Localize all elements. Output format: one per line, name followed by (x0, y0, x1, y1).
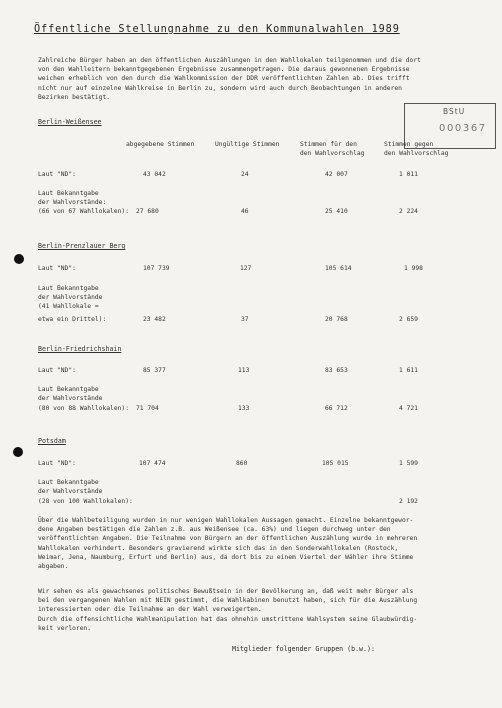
cell-fuer: 25 410 (325, 208, 348, 215)
row-label: (28 von 100 Wahllokalen): (38, 498, 133, 505)
row-label: der Wahlvorstände (38, 294, 103, 301)
intro-line: nicht nur auf einzelne Wahlkreise in Berlin zu, sondern wird auch durch Beobachtungen in anderen (38, 84, 402, 92)
section-title-potsdam: Potsdam (38, 437, 66, 445)
cell-abgegeben: 23 482 (143, 316, 166, 323)
row-label: (41 Wahllokale = (38, 303, 99, 310)
cell-fuer: 66 712 (325, 405, 348, 412)
row-label: Laut Bekanntgabe (38, 479, 99, 486)
cell-abgegeben: 27 680 (136, 208, 159, 215)
header-fuer-line1: Stimmen für den (300, 141, 357, 148)
closing-line: Durch die offensichtliche Wahlmanipulation hat das ohnehin umstrittene Wahlsystem seine Glaubwürdig- (38, 615, 418, 623)
row-label: Laut "ND": (38, 171, 76, 178)
cell-fuer: 42 007 (325, 171, 348, 178)
punch-hole (13, 447, 23, 457)
cell-abgegeben: 85 377 (143, 367, 166, 374)
intro-line: Bezirken bestätigt. (38, 93, 111, 101)
stamp-number: 000367 (439, 123, 487, 134)
row-label: Laut Bekanntgabe (38, 386, 99, 393)
row-label: Laut Bekanntgabe (38, 190, 99, 197)
closing-paragraph-2 (38, 587, 468, 633)
closing-line: dene Angaben bestätigen die Zahlen z.B. aus Weißensee (ca. 63%) und liegen durchweg unter den (38, 526, 391, 534)
row-label: der Wahlvorstände: (38, 199, 107, 206)
punch-hole (14, 254, 24, 264)
cell-gegen: 2 659 (399, 316, 418, 323)
cell-ungueltig: 127 (240, 265, 252, 272)
cell-abgegeben: 107 739 (143, 265, 170, 272)
closing-line: veröffentlichten Angaben. Die Teilnahme von Bürgern an der öffentlichen Auszählung wurde in mehreren (38, 535, 418, 543)
row-label: etwa ein Drittel): (38, 316, 107, 323)
cell-gegen: 2 192 (399, 498, 418, 505)
stamp-label: BStU (443, 107, 466, 116)
section-title-prenzlauer-berg: Berlin-Prenzlauer Berg (38, 242, 126, 250)
cell-ungueltig: 860 (236, 460, 248, 467)
cell-ungueltig: 133 (238, 405, 250, 412)
cell-fuer: 105 015 (322, 460, 349, 467)
header-gegen-line1: Stimmen gegen (384, 141, 434, 148)
closing-line: Über die Wahlbeteiligung wurden in nur wenigen Wahllokalen Aussagen gemacht. Einzelne bekanntgewor- (38, 517, 414, 524)
cell-ungueltig: 24 (241, 171, 249, 178)
closing-paragraph-1 (38, 516, 468, 571)
header-fuer-line2: den Wahlvorschlag (300, 150, 365, 157)
signature-line: Mitglieder folgender Gruppen (b.w.): (232, 645, 375, 653)
intro-line: von den Wahlleitern bekanntgegebenen Ergebnisse zusammengetragen. Die daraus gewonnenen Ergebnisse (38, 66, 410, 74)
row-label: Laut "ND": (38, 367, 76, 374)
header-ungueltig: Ungültige Stimmen (215, 141, 280, 148)
closing-line: keit verloren. (38, 624, 92, 632)
row-label: der Wahlvorstände (38, 395, 103, 402)
cell-gegen: 1 599 (399, 460, 418, 467)
closing-line: bei den vergangenen Wahlen mit NEIN gestimmt, die Wahlkabinen benutzt haben, sich für die Auszählung (38, 597, 418, 605)
intro-line: weichen erheblich von den durch die Wahlkommission der DDR veröffentlichten Zahlen ab. Dies trifft (38, 75, 410, 83)
closing-line: Weimar, Jena, Naumburg, Erfurt und Berlin) aus, da dort bis zu einem Viertel der Wähler ihre Stimme (38, 553, 414, 561)
cell-abgegeben: 107 474 (139, 460, 166, 467)
header-gegen-line2: den Wahlvorschlag (384, 150, 449, 157)
cell-abgegeben: 71 704 (136, 405, 159, 412)
intro-paragraph (38, 56, 468, 102)
cell-gegen: 1 011 (399, 171, 418, 178)
cell-gegen: 4 721 (399, 405, 418, 412)
cell-ungueltig: 113 (238, 367, 250, 374)
section-title-weissensee: Berlin-Weißensee (38, 118, 102, 126)
cell-gegen: 2 224 (399, 208, 418, 215)
section-title-friedrichshain: Berlin-Friedrichshain (38, 345, 122, 353)
cell-abgegeben: 43 042 (143, 171, 166, 178)
row-label: Laut "ND": (38, 265, 76, 272)
row-label: der Wahlvorstände (38, 488, 103, 495)
row-label: (66 von 67 Wahllokalen): (38, 208, 129, 215)
header-abgegeben: abgegebene Stimmen (126, 141, 195, 148)
closing-line: Wir sehen es als gewachsenes politisches Bewußtsein in der Bevölkerung an, daß weit mehr Bürger als (38, 588, 414, 595)
closing-line: interessierten oder die Teilnahme an der Wahl verweigerten. (38, 606, 262, 614)
cell-ungueltig: 46 (241, 208, 249, 215)
document-title: Öffentliche Stellungnahme zu den Kommunalwahlen 1989 (34, 24, 400, 35)
cell-fuer: 105 614 (325, 265, 352, 272)
cell-ungueltig: 37 (241, 316, 249, 323)
closing-line: Wahllokalen verhindert. Besonders gravierend wirkte sich das in den Sonderwahllokalen (Rostock, (38, 544, 399, 552)
row-label: Laut Bekanntgabe (38, 285, 99, 292)
intro-line: Zahlreiche Bürger haben an den öffentlichen Auszählungen in den Wahllokalen teilgenommen und die dort (38, 57, 421, 64)
cell-gegen: 1 998 (404, 265, 423, 272)
row-label: (80 von 88 Wahllokalen): (38, 405, 129, 412)
row-label: Laut "ND": (38, 460, 76, 467)
closing-line: abgaben. (38, 563, 69, 571)
cell-gegen: 1 611 (399, 367, 418, 374)
cell-fuer: 20 768 (325, 316, 348, 323)
cell-fuer: 83 653 (325, 367, 348, 374)
